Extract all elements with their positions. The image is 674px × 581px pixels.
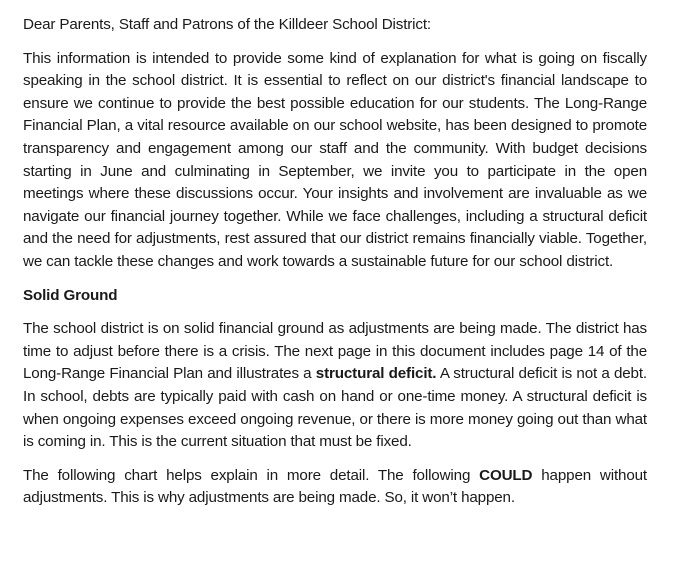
intro-paragraph: This information is intended to provide some kind of explanation for what is going on fiscally speaking in the school district. It is essential to reflect on our district's financial landscape to ensure we continue to provide the best possible education for our students. The Long-Range Financial Plan, a vital resource available on our school website, has been designed to promote transparency and engagement among our staff and the community. With budget decisions starting in June and culminating in September, we invite you to participate in the open meetings where these discussions occur. Your insights and involvement are invaluable as we navigate our financial journey together. While we face challenges, including a structural deficit and the need for adjustments, rest assured that our district remains financially viable. Together, we can tackle these changes and work towards a sustainable future for our school district. bbox=[23, 49, 647, 270]
letter-document bbox=[23, 14, 647, 521]
section-heading: Solid Ground bbox=[23, 286, 118, 304]
chart-intro-paragraph bbox=[23, 465, 647, 510]
chart-intro-text-1: The following chart helps explain in more detail. The following bbox=[23, 466, 480, 484]
solid-ground-text-1: The school district is on solid financial ground as adjustments are being made. The district has time to adjust before there is a crisis. The next page in this document includes page 14 of the Long-Range Financial Plan and illustrates a bbox=[23, 320, 647, 383]
solid-ground-text-2: A structural deficit is not a debt. In school, debts are typically paid with cash on hand or one-time money. A structural deficit is when ongoing expenses exceed ongoing revenue, or there is more money going out than what is coming in. This is the current situation that must be fixed. bbox=[23, 365, 647, 451]
chart-intro-text-2: happen without adjustments. This is why adjustments are being made. So, it won’t happen. bbox=[23, 466, 647, 507]
structural-deficit-emphasis: structural deficit. bbox=[315, 365, 437, 383]
solid-ground-paragraph bbox=[23, 318, 647, 454]
could-emphasis: COULD bbox=[479, 466, 533, 484]
salutation: Dear Parents, Staff and Patrons of the Killdeer School District: bbox=[23, 16, 431, 33]
